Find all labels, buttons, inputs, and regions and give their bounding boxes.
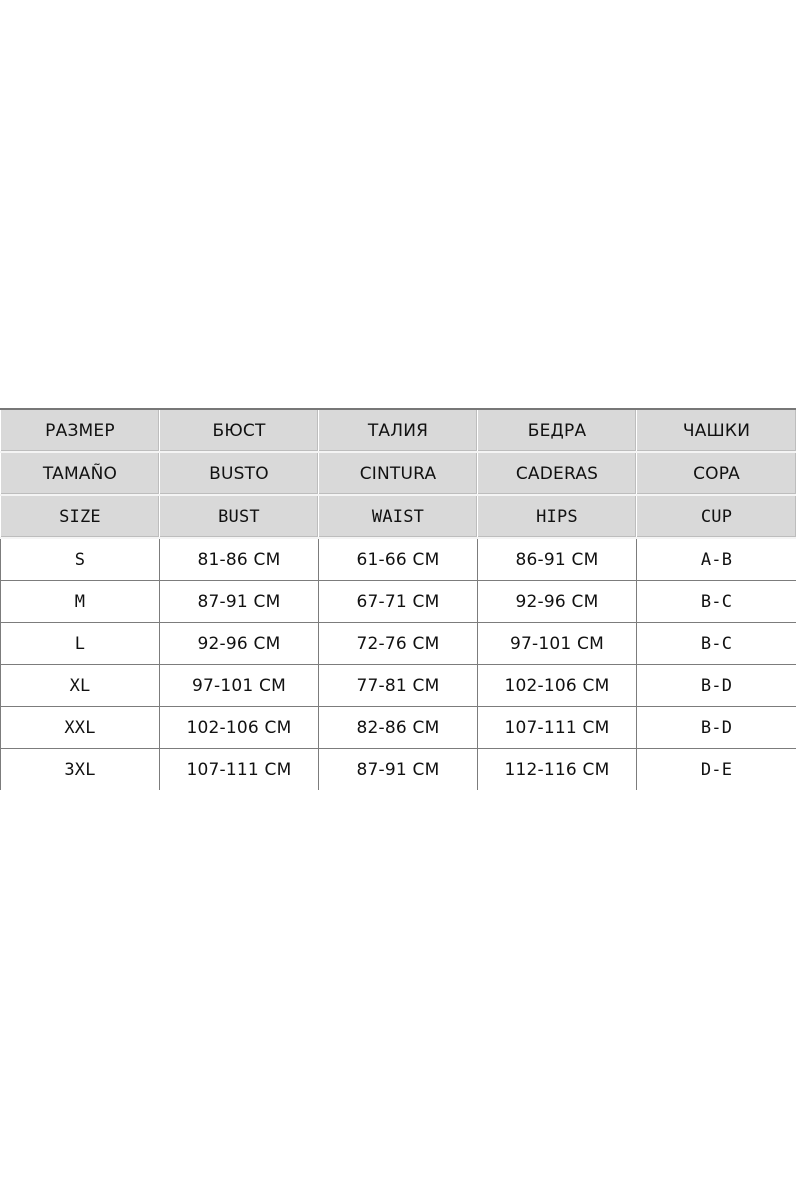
header-cell: SIZE xyxy=(1,495,160,538)
size-chart-table xyxy=(0,408,796,790)
header-row-spanish xyxy=(1,452,796,495)
bust-cell: 97-101 CM xyxy=(160,665,319,707)
size-cell: L xyxy=(1,623,160,665)
table-row xyxy=(1,623,796,665)
header-cell: CADERAS xyxy=(478,452,637,495)
table-row xyxy=(1,538,796,581)
size-cell: S xyxy=(1,538,160,581)
size-cell: XXL xyxy=(1,707,160,749)
header-cell: CUP xyxy=(637,495,796,538)
bust-cell: 102-106 CM xyxy=(160,707,319,749)
header-cell: BUSTO xyxy=(160,452,319,495)
header-cell: TAMAÑO xyxy=(1,452,160,495)
header-cell: HIPS xyxy=(478,495,637,538)
size-cell: 3XL xyxy=(1,749,160,791)
waist-cell: 72-76 CM xyxy=(319,623,478,665)
bust-cell: 81-86 CM xyxy=(160,538,319,581)
header-cell: WAIST xyxy=(319,495,478,538)
cup-cell: A-B xyxy=(637,538,796,581)
table-row xyxy=(1,749,796,791)
hips-cell: 92-96 CM xyxy=(478,581,637,623)
header-cell: COPA xyxy=(637,452,796,495)
header-cell: ТАЛИЯ xyxy=(319,409,478,452)
waist-cell: 61-66 CM xyxy=(319,538,478,581)
bust-cell: 92-96 CM xyxy=(160,623,319,665)
waist-cell: 77-81 CM xyxy=(319,665,478,707)
hips-cell: 102-106 CM xyxy=(478,665,637,707)
size-cell: XL xyxy=(1,665,160,707)
header-cell: БЮСТ xyxy=(160,409,319,452)
waist-cell: 87-91 CM xyxy=(319,749,478,791)
hips-cell: 97-101 CM xyxy=(478,623,637,665)
table-row xyxy=(1,707,796,749)
bust-cell: 107-111 CM xyxy=(160,749,319,791)
bust-cell: 87-91 CM xyxy=(160,581,319,623)
cup-cell: B-C xyxy=(637,581,796,623)
table-row xyxy=(1,665,796,707)
cup-cell: B-C xyxy=(637,623,796,665)
cup-cell: B-D xyxy=(637,665,796,707)
table-row xyxy=(1,581,796,623)
waist-cell: 67-71 CM xyxy=(319,581,478,623)
header-cell: BUST xyxy=(160,495,319,538)
waist-cell: 82-86 CM xyxy=(319,707,478,749)
header-cell: БЕДРА xyxy=(478,409,637,452)
header-row-english xyxy=(1,495,796,538)
size-cell: M xyxy=(1,581,160,623)
header-row-russian xyxy=(1,409,796,452)
header-cell: ЧАШКИ xyxy=(637,409,796,452)
header-cell: РАЗМЕР xyxy=(1,409,160,452)
cup-cell: D-E xyxy=(637,749,796,791)
hips-cell: 86-91 CM xyxy=(478,538,637,581)
hips-cell: 107-111 CM xyxy=(478,707,637,749)
header-cell: CINTURA xyxy=(319,452,478,495)
cup-cell: B-D xyxy=(637,707,796,749)
hips-cell: 112-116 CM xyxy=(478,749,637,791)
